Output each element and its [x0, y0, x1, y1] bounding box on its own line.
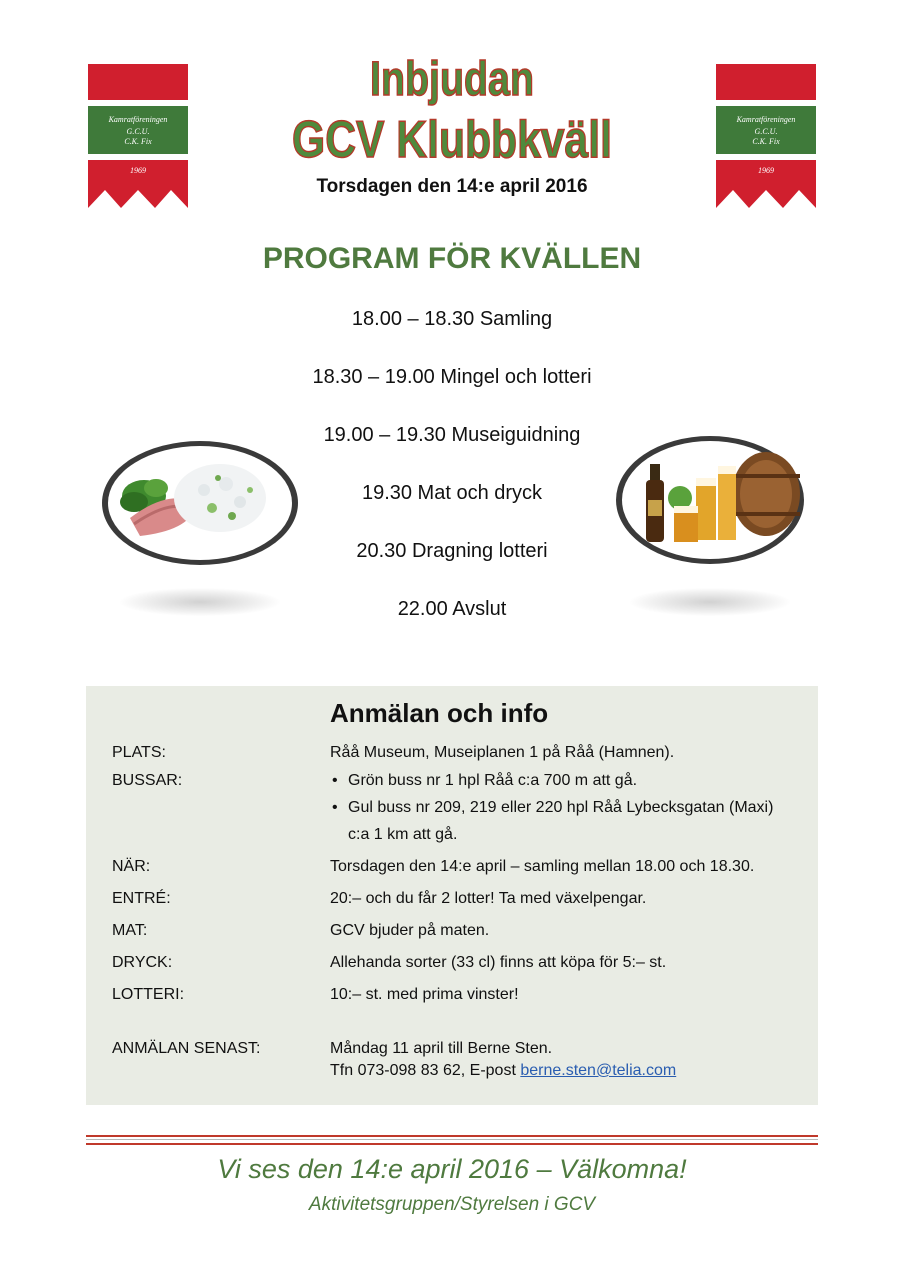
contact-line [330, 1062, 676, 1080]
plats-label: PLATS: [112, 744, 166, 761]
mat-label: MAT: [112, 922, 148, 939]
anmalan-label: ANMÄLAN SENAST: [112, 1040, 261, 1057]
nar-label: NÄR: [112, 858, 151, 875]
pennant-text-1: Kamratföreningen [108, 115, 168, 124]
entre-value: 20:– och du får 2 lotter! Ta med växelpengar. [330, 890, 647, 907]
dryck-label: DRYCK: [112, 954, 173, 971]
title-inbjudan: Inbjudan [370, 53, 534, 106]
pennant-text-1: Kamratföreningen [736, 115, 796, 124]
pennant-year: 1969 [130, 166, 146, 175]
pennant-year: 1969 [758, 166, 774, 175]
divider-rule [86, 1143, 818, 1145]
pennant-text-3: C.K. Fix [752, 137, 780, 146]
bussar-item: Grön buss nr 1 hpl Råå c:a 700 m att gå. [348, 772, 638, 789]
food-plate-image [100, 438, 300, 568]
divider-rule [86, 1135, 818, 1137]
info-heading: Anmälan och info [330, 698, 549, 728]
pennant-text-2: G.C.U. [126, 127, 150, 136]
plats-value: Råå Museum, Museiplanen 1 på Råå (Hamnen). [330, 744, 675, 761]
anmalan-value: Måndag 11 april till Berne Sten. [330, 1040, 553, 1057]
program-heading: PROGRAM FÖR KVÄLLEN [262, 242, 642, 275]
info-section [86, 686, 818, 1105]
program-item: 22.00 Avslut [397, 598, 507, 620]
program-item: 19.00 – 19.30 Museiguidning [323, 424, 581, 446]
bussar-item-cont: c:a 1 km att gå. [348, 826, 458, 843]
nar-value: Torsdagen den 14:e april – samling mellan 18.00 och 18.30. [330, 858, 755, 875]
event-date: Torsdagen den 14:e april 2016 [316, 176, 588, 197]
footer-signature: Aktivitetsgruppen/Styrelsen i GCV [308, 1194, 596, 1215]
plate-shadow [120, 588, 280, 616]
contact-phone: Tfn 073-098 83 62, E-post [330, 1062, 521, 1079]
program-item: 19.30 Mat och dryck [361, 482, 543, 504]
title-klubbkvall: GCV Klubbkväll [292, 111, 612, 169]
program-item: 18.30 – 19.00 Mingel och lotteri [312, 366, 592, 388]
bullet-icon: • [332, 799, 338, 816]
bussar-label: BUSSAR: [112, 772, 183, 789]
mat-value: GCV bjuder på maten. [330, 922, 490, 939]
dryck-value: Allehanda sorter (33 cl) finns att köpa för 5:– st. [330, 954, 667, 971]
email-link[interactable]: berne.sten@telia.com [520, 1062, 677, 1079]
plate-shadow [630, 588, 790, 616]
divider-rule [86, 1139, 818, 1140]
program-item: 20.30 Dragning lotteri [356, 540, 548, 562]
pennant-text-3: C.K. Fix [124, 137, 152, 146]
beer-plate-image [614, 434, 806, 566]
lotteri-label: LOTTERI: [112, 986, 185, 1003]
pennant-text-2: G.C.U. [754, 127, 778, 136]
bussar-item: Gul buss nr 209, 219 eller 220 hpl Råå Lybecksgatan (Maxi) [348, 799, 774, 816]
bullet-icon: • [332, 772, 338, 789]
entre-label: ENTRÉ: [112, 890, 171, 907]
footer-welcome: Vi ses den 14:e april 2016 – Välkomna! [217, 1154, 687, 1184]
lotteri-value: 10:– st. med prima vinster! [330, 986, 519, 1003]
program-item: 18.00 – 18.30 Samling [351, 308, 553, 330]
